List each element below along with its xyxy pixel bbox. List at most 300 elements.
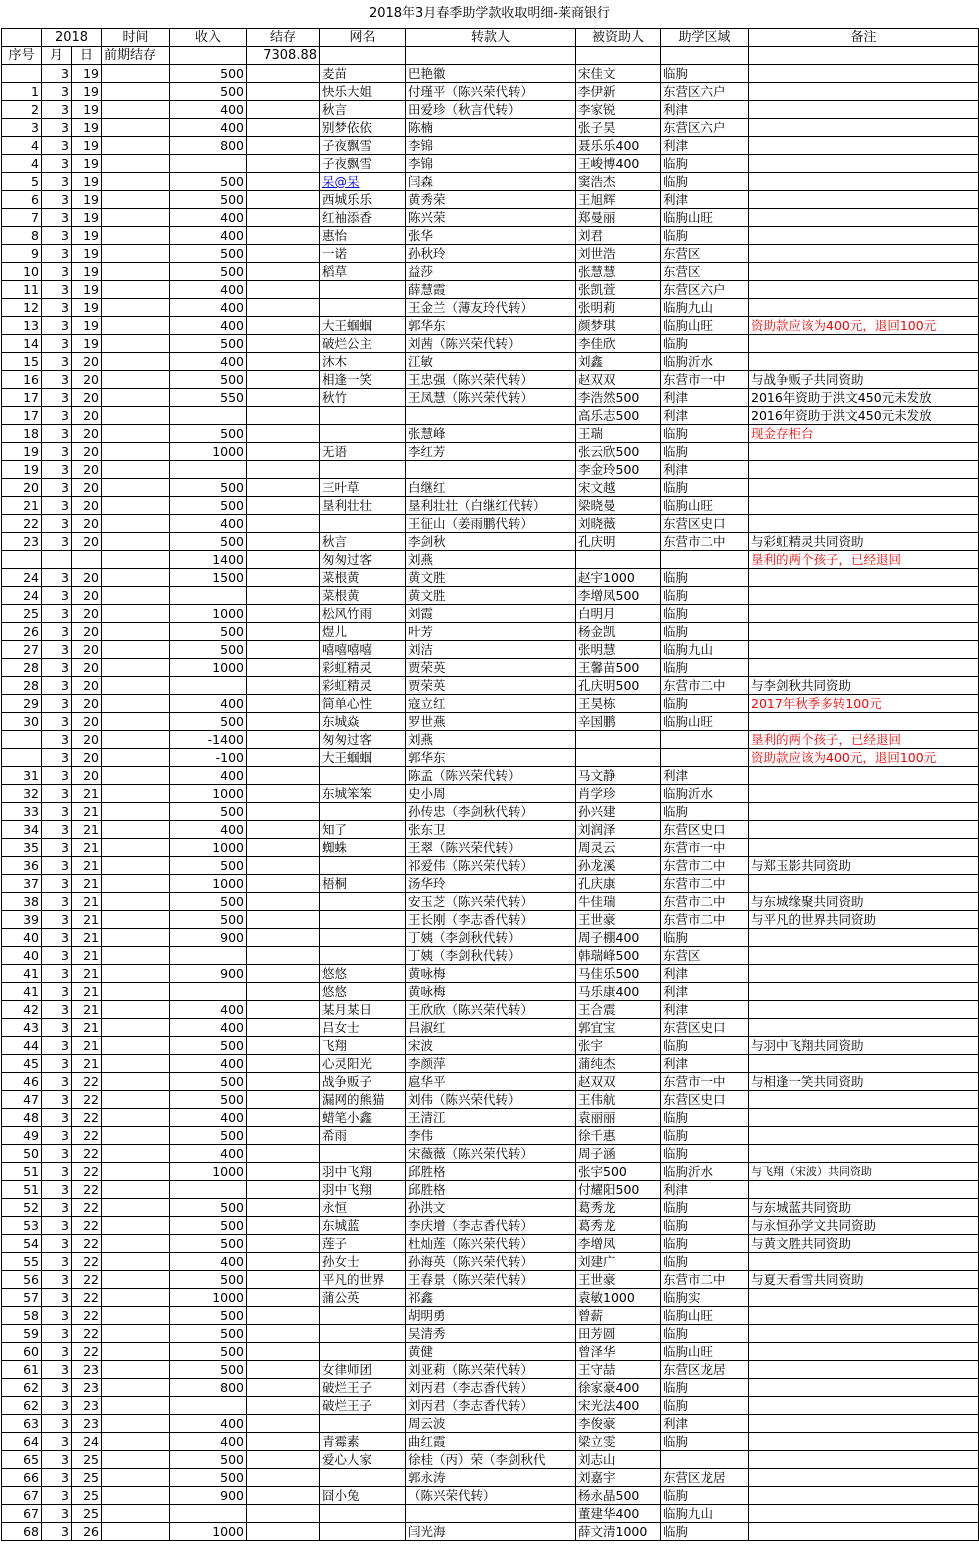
cell-day: 22 [72, 1127, 102, 1145]
cell-netname: 垦利壮壮 [320, 497, 406, 515]
cell-income: 500 [170, 1073, 247, 1091]
cell-remark [749, 569, 979, 587]
cell-seq: 34 [2, 821, 42, 839]
cell-remark: 与东城缘聚共同资助 [749, 893, 979, 911]
cell-beneficiary: 张明慧 [576, 641, 661, 659]
cell-balance [247, 569, 320, 587]
cell-balance [247, 929, 320, 947]
cell-beneficiary: 张宇500 [576, 1163, 661, 1181]
cell-beneficiary: 李增凤500 [576, 587, 661, 605]
cell-month: 3 [42, 749, 72, 767]
cell-remark [749, 353, 979, 371]
header-region: 助学区域 [661, 29, 749, 47]
cell-region: 临朐 [661, 803, 749, 821]
cell-balance [247, 1217, 320, 1235]
cell-income: 500 [170, 479, 247, 497]
table-row [2, 893, 979, 911]
cell-seq: 21 [2, 497, 42, 515]
cell-beneficiary: 徐千惠 [576, 1127, 661, 1145]
cell-time [102, 227, 170, 245]
cell-month: 3 [42, 929, 72, 947]
cell-day: 20 [72, 497, 102, 515]
cell-beneficiary: 李俊豪 [576, 1415, 661, 1433]
table-row [2, 713, 979, 731]
cell-balance [247, 263, 320, 281]
cell-region: 临朐 [661, 335, 749, 353]
header-prev-net [320, 47, 406, 65]
cell-seq: 5 [2, 173, 42, 191]
cell-region: 临朐 [661, 1379, 749, 1397]
cell-beneficiary: 李佳欣 [576, 335, 661, 353]
cell-day: 19 [72, 137, 102, 155]
cell-day: 22 [72, 1289, 102, 1307]
cell-remark [749, 1055, 979, 1073]
cell-transferor: 黄秀荣 [406, 191, 576, 209]
cell-month: 3 [42, 227, 72, 245]
cell-balance [247, 407, 320, 425]
cell-income: -100 [170, 749, 247, 767]
cell-day: 20 [72, 461, 102, 479]
cell-transferor: 刘洁 [406, 641, 576, 659]
cell-remark: 与彩虹精灵共同资助 [749, 533, 979, 551]
cell-remark: 与郑玉影共同资助 [749, 857, 979, 875]
cell-beneficiary: 张宇 [576, 1037, 661, 1055]
cell-remark [749, 713, 979, 731]
cell-netname: 彩虹精灵 [320, 677, 406, 695]
cell-beneficiary: 王伟航 [576, 1091, 661, 1109]
cell-income: 500 [170, 1037, 247, 1055]
table-row [2, 317, 979, 335]
cell-income: 500 [170, 1271, 247, 1289]
cell-balance [247, 695, 320, 713]
cell-month: 3 [42, 1091, 72, 1109]
cell-time [102, 245, 170, 263]
cell-beneficiary: 王峻博400 [576, 155, 661, 173]
cell-transferor [406, 461, 576, 479]
cell-beneficiary: 李伊新 [576, 83, 661, 101]
cell-month: 3 [42, 137, 72, 155]
cell-income: 500 [170, 1091, 247, 1109]
cell-seq: 61 [2, 1361, 42, 1379]
cell-beneficiary: 袁敏1000 [576, 1289, 661, 1307]
cell-beneficiary: 董建华400 [576, 1505, 661, 1523]
cell-beneficiary: 张慧慧 [576, 263, 661, 281]
cell-remark [749, 641, 979, 659]
cell-time [102, 767, 170, 785]
cell-transferor: 黄文胜 [406, 569, 576, 587]
cell-balance [247, 659, 320, 677]
cell-beneficiary: 蒲纯杰 [576, 1055, 661, 1073]
cell-month: 3 [42, 1325, 72, 1343]
cell-region: 临朐沂水 [661, 1163, 749, 1181]
cell-transferor: 王金兰（薄友玲代转） [406, 299, 576, 317]
table-row [2, 821, 979, 839]
cell-day: 20 [72, 407, 102, 425]
cell-balance [247, 893, 320, 911]
cell-time [102, 371, 170, 389]
cell-transferor: 刘燕 [406, 551, 576, 569]
cell-day: 24 [72, 1433, 102, 1451]
cell-transferor: 李锦 [406, 155, 576, 173]
cell-month: 3 [42, 785, 72, 803]
cell-balance [247, 605, 320, 623]
cell-beneficiary: 梁晓曼 [576, 497, 661, 515]
cell-transferor: 刘丙君（李志香代转） [406, 1379, 576, 1397]
cell-day: 20 [72, 425, 102, 443]
cell-day: 20 [72, 659, 102, 677]
cell-month: 3 [42, 569, 72, 587]
cell-time [102, 533, 170, 551]
cell-netname: 松风竹雨 [320, 605, 406, 623]
cell-time [102, 191, 170, 209]
cell-month: 3 [42, 1163, 72, 1181]
cell-day: 19 [72, 209, 102, 227]
cell-netname: 羽中飞翔 [320, 1181, 406, 1199]
cell-netname: 囧小兔 [320, 1487, 406, 1505]
table-row [2, 929, 979, 947]
cell-region: 东营区 [661, 263, 749, 281]
cell-transferor: 刘伟（陈兴荣代转） [406, 1091, 576, 1109]
table-row [2, 1019, 979, 1037]
cell-beneficiary: 赵双双 [576, 1073, 661, 1091]
cell-seq: 29 [2, 695, 42, 713]
cell-netname: 爱心人家 [320, 1451, 406, 1469]
cell-income: 800 [170, 1379, 247, 1397]
cell-beneficiary: 马佳乐500 [576, 965, 661, 983]
header-balance: 结存 [247, 29, 320, 47]
cell-income: 500 [170, 173, 247, 191]
cell-netname: 破烂公主 [320, 335, 406, 353]
cell-time [102, 1217, 170, 1235]
cell-month: 3 [42, 1235, 72, 1253]
cell-balance [247, 1235, 320, 1253]
cell-netname: 希雨 [320, 1127, 406, 1145]
cell-beneficiary: 孔庆康 [576, 875, 661, 893]
cell-income [170, 407, 247, 425]
cell-day: 22 [72, 1091, 102, 1109]
cell-income: 400 [170, 299, 247, 317]
cell-region: 东营市二中 [661, 875, 749, 893]
cell-balance [247, 731, 320, 749]
cell-transferor: 王忠强（陈兴荣代转） [406, 371, 576, 389]
cell-time [102, 569, 170, 587]
cell-seq: 60 [2, 1343, 42, 1361]
cell-transferor: 刘霞 [406, 605, 576, 623]
cell-netname: 破烂王子 [320, 1379, 406, 1397]
cell-beneficiary: 王世豪 [576, 911, 661, 929]
cell-region: 临朐 [661, 623, 749, 641]
cell-transferor [406, 407, 576, 425]
cell-balance [247, 101, 320, 119]
cell-seq: 38 [2, 893, 42, 911]
cell-transferor: 徐桂（丙）荣（李剑秋代 [406, 1451, 576, 1469]
cell-time [102, 515, 170, 533]
cell-day: 19 [72, 245, 102, 263]
cell-time [102, 1487, 170, 1505]
cell-beneficiary: 王馨苗500 [576, 659, 661, 677]
cell-income: 1000 [170, 659, 247, 677]
cell-month: 3 [42, 299, 72, 317]
table-row [2, 335, 979, 353]
cell-beneficiary: 袁丽丽 [576, 1109, 661, 1127]
cell-income: 500 [170, 1343, 247, 1361]
cell-transferor [406, 1505, 576, 1523]
cell-transferor: 孙洪文 [406, 1199, 576, 1217]
cell-remark [749, 803, 979, 821]
cell-region [661, 749, 749, 767]
table-row [2, 119, 979, 137]
cell-remark [749, 461, 979, 479]
table-row [2, 83, 979, 101]
cell-remark [749, 1091, 979, 1109]
cell-time [102, 1109, 170, 1127]
cell-income: 1400 [170, 551, 247, 569]
cell-time [102, 461, 170, 479]
cell-income: 1000 [170, 785, 247, 803]
cell-seq: 16 [2, 371, 42, 389]
cell-beneficiary: 郭宜宝 [576, 1019, 661, 1037]
cell-beneficiary: 李家锐 [576, 101, 661, 119]
cell-month: 3 [42, 1433, 72, 1451]
cell-transferor: 黄健 [406, 1343, 576, 1361]
cell-region: 东营市二中 [661, 533, 749, 551]
cell-netname [320, 947, 406, 965]
cell-transferor: 张慧峰 [406, 425, 576, 443]
table-row [2, 227, 979, 245]
cell-transferor: 刘丙君（李志香代转） [406, 1397, 576, 1415]
cell-region [661, 731, 749, 749]
cell-day: 21 [72, 947, 102, 965]
cell-time [102, 1091, 170, 1109]
cell-month: 3 [42, 857, 72, 875]
cell-netname: 梧桐 [320, 875, 406, 893]
cell-income: 500 [170, 245, 247, 263]
cell-transferor: 吕淑红 [406, 1019, 576, 1037]
cell-income [170, 947, 247, 965]
cell-region: 临朐山旺 [661, 1343, 749, 1361]
table-row [2, 155, 979, 173]
cell-day: 20 [72, 533, 102, 551]
cell-day: 22 [72, 1073, 102, 1091]
cell-day: 20 [72, 371, 102, 389]
cell-netname: 秋言 [320, 533, 406, 551]
cell-month: 3 [42, 1217, 72, 1235]
table-row [2, 1343, 979, 1361]
cell-time [102, 299, 170, 317]
cell-region: 临朐 [661, 1433, 749, 1451]
cell-balance [247, 1091, 320, 1109]
cell-transferor: 郭永涛 [406, 1469, 576, 1487]
cell-beneficiary: 张凯萱 [576, 281, 661, 299]
cell-balance [247, 1361, 320, 1379]
cell-seq: 24 [2, 569, 42, 587]
cell-netname: 匆匆过客 [320, 731, 406, 749]
cell-time [102, 1451, 170, 1469]
table-row [2, 1487, 979, 1505]
cell-region: 东营区龙居 [661, 1469, 749, 1487]
cell-time [102, 821, 170, 839]
cell-balance [247, 1415, 320, 1433]
cell-balance [247, 245, 320, 263]
cell-day: 19 [72, 155, 102, 173]
table-row [2, 1037, 979, 1055]
cell-day: 20 [72, 443, 102, 461]
cell-remark [749, 1001, 979, 1019]
cell-day: 22 [72, 1325, 102, 1343]
cell-time [102, 1379, 170, 1397]
cell-region: 利津 [661, 407, 749, 425]
cell-seq: 65 [2, 1451, 42, 1469]
cell-month: 3 [42, 767, 72, 785]
cell-time [102, 1271, 170, 1289]
cell-income: 500 [170, 1217, 247, 1235]
cell-remark [749, 1307, 979, 1325]
cell-day: 19 [72, 173, 102, 191]
cell-netname: 秋言 [320, 101, 406, 119]
cell-month: 3 [42, 1073, 72, 1091]
table-row [2, 1325, 979, 1343]
header-row-1 [2, 29, 979, 47]
table-row [2, 65, 979, 83]
table-row [2, 1073, 979, 1091]
cell-month: 3 [42, 1307, 72, 1325]
cell-seq: 49 [2, 1127, 42, 1145]
cell-income: 1000 [170, 839, 247, 857]
cell-month: 3 [42, 1253, 72, 1271]
cell-transferor: 丁姨（李剑秋代转） [406, 929, 576, 947]
table-row [2, 1271, 979, 1289]
table-row [2, 371, 979, 389]
cell-time [102, 1361, 170, 1379]
cell-beneficiary: 宋文越 [576, 479, 661, 497]
cell-day: 20 [72, 677, 102, 695]
cell-income: 500 [170, 1361, 247, 1379]
cell-balance [247, 749, 320, 767]
table-row [2, 1181, 979, 1199]
cell-region: 临朐 [661, 1145, 749, 1163]
cell-time [102, 317, 170, 335]
cell-month: 3 [42, 515, 72, 533]
cell-region [661, 551, 749, 569]
cell-day: 19 [72, 83, 102, 101]
cell-time [102, 1343, 170, 1361]
cell-day [72, 551, 102, 569]
cell-seq: 56 [2, 1271, 42, 1289]
cell-month: 3 [42, 1469, 72, 1487]
cell-netname: 子夜飘雪 [320, 155, 406, 173]
cell-region: 临朐 [661, 1217, 749, 1235]
cell-month: 3 [42, 1271, 72, 1289]
cell-remark [749, 839, 979, 857]
cell-seq: 17 [2, 407, 42, 425]
cell-balance [247, 821, 320, 839]
cell-time [102, 1181, 170, 1199]
cell-time [102, 83, 170, 101]
cell-balance [247, 551, 320, 569]
cell-region: 东营市一中 [661, 839, 749, 857]
cell-time [102, 101, 170, 119]
cell-month: 3 [42, 1127, 72, 1145]
cell-balance [247, 1343, 320, 1361]
cell-time [102, 479, 170, 497]
cell-region: 东营区六户 [661, 119, 749, 137]
cell-month: 3 [42, 1181, 72, 1199]
cell-remark: 与羽中飞翔共同资助 [749, 1037, 979, 1055]
cell-seq: 14 [2, 335, 42, 353]
cell-seq: 63 [2, 1415, 42, 1433]
cell-income: 400 [170, 119, 247, 137]
cell-beneficiary [576, 551, 661, 569]
cell-income: 800 [170, 137, 247, 155]
cell-income [170, 1397, 247, 1415]
cell-seq: 28 [2, 677, 42, 695]
cell-beneficiary: 孔庆明500 [576, 677, 661, 695]
cell-transferor: 叶芳 [406, 623, 576, 641]
cell-income: 400 [170, 1019, 247, 1037]
cell-remark [749, 245, 979, 263]
cell-day: 22 [72, 1199, 102, 1217]
cell-month: 3 [42, 1379, 72, 1397]
cell-income: 400 [170, 515, 247, 533]
table-row [2, 695, 979, 713]
cell-transferor: 刘亚莉（陈兴荣代转） [406, 1361, 576, 1379]
cell-transferor: 白继红 [406, 479, 576, 497]
cell-income: 500 [170, 65, 247, 83]
table-row [2, 947, 979, 965]
table-row [2, 1199, 979, 1217]
cell-remark [749, 1505, 979, 1523]
cell-income: 500 [170, 263, 247, 281]
cell-time [102, 1199, 170, 1217]
cell-month: 3 [42, 983, 72, 1001]
cell-region: 利津 [661, 461, 749, 479]
cell-day: 23 [72, 1361, 102, 1379]
cell-day: 20 [72, 695, 102, 713]
cell-netname: 麦苗 [320, 65, 406, 83]
cell-seq: 58 [2, 1307, 42, 1325]
cell-month: 3 [42, 245, 72, 263]
table-row [2, 407, 979, 425]
cell-region: 利津 [661, 983, 749, 1001]
cell-beneficiary: 葛秀龙 [576, 1217, 661, 1235]
cell-month: 3 [42, 209, 72, 227]
cell-month: 3 [42, 803, 72, 821]
cell-month: 3 [42, 587, 72, 605]
cell-beneficiary: 宋佳文 [576, 65, 661, 83]
cell-day: 21 [72, 803, 102, 821]
cell-netname [320, 1505, 406, 1523]
cell-time [102, 1037, 170, 1055]
cell-transferor: 祁鑫 [406, 1289, 576, 1307]
cell-remark: 现金存柜台 [749, 425, 979, 443]
header-income: 收入 [170, 29, 247, 47]
cell-netname: 羽中飞翔 [320, 1163, 406, 1181]
cell-region: 东营区 [661, 245, 749, 263]
table-row [2, 1001, 979, 1019]
cell-beneficiary: 田芳圆 [576, 1325, 661, 1343]
cell-remark [749, 1109, 979, 1127]
cell-income: 500 [170, 191, 247, 209]
cell-netname: 莲子 [320, 1235, 406, 1253]
cell-seq: 33 [2, 803, 42, 821]
cell-time [102, 623, 170, 641]
cell-seq: 42 [2, 1001, 42, 1019]
cell-seq: 10 [2, 263, 42, 281]
header-blank [2, 29, 42, 47]
cell-transferor: 陈楠 [406, 119, 576, 137]
cell-seq: 28 [2, 659, 42, 677]
cell-balance [247, 1469, 320, 1487]
